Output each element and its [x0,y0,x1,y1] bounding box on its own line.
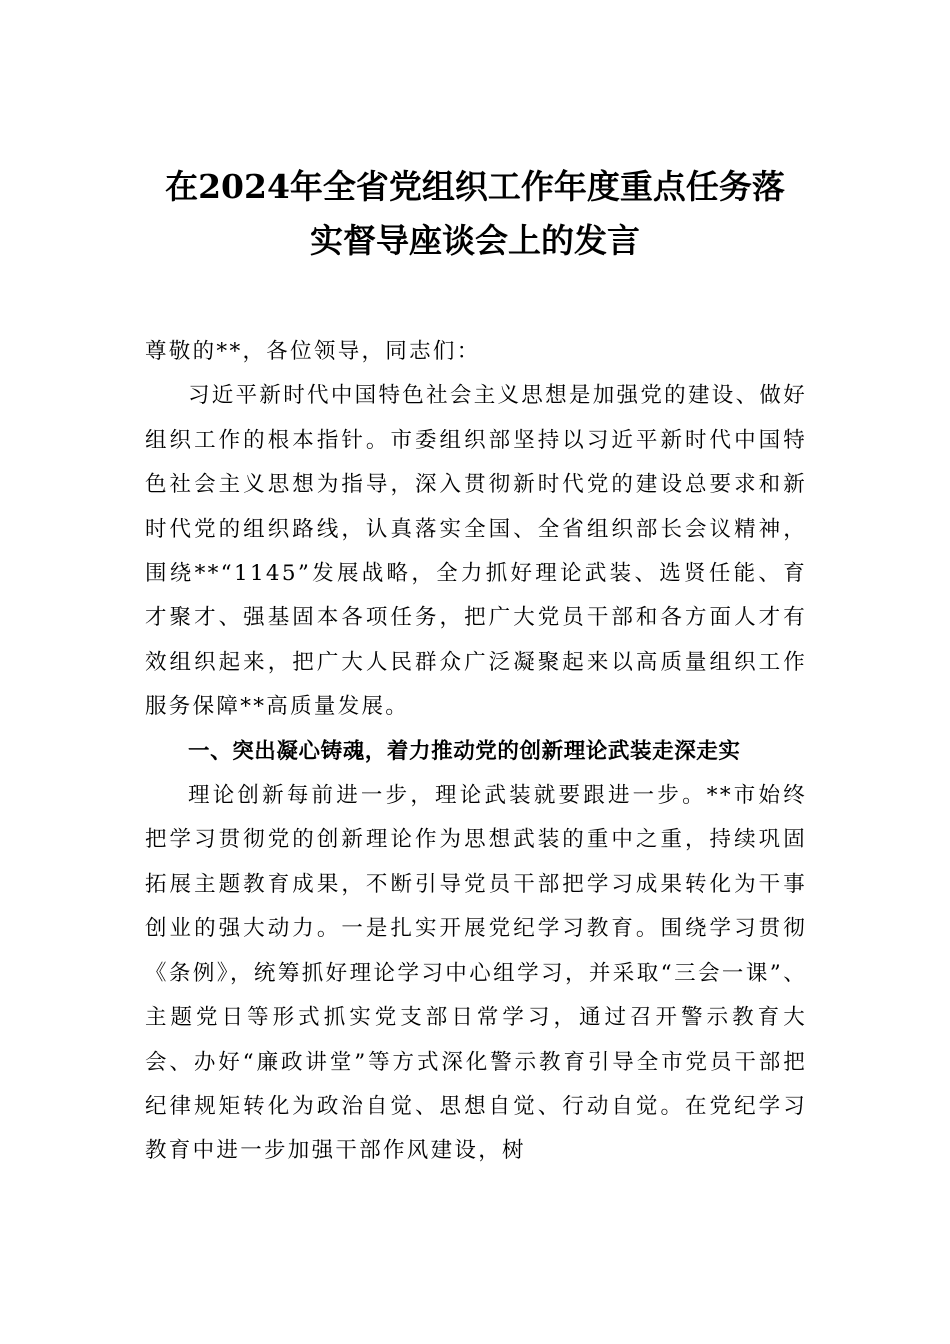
title-line-2: 实督导座谈会上的发言 [310,221,640,260]
paragraph-section-1: 理论创新每前进一步，理论武装就要跟进一步。**市始终把学习贯彻党的创新理论作为思想武装的重中之重，持续巩固拓展主题教育成果，不断引导党员干部把学习成果转化为干事创业的强大动力。一是扎实开展党纪学习教育。围绕学习贯彻《条例》，统筹抓好理论学习中心组学习，并采取“三会一课”、主题党日等形式抓实党支部日常学习，通过召开警示教育大会、办好“廉政讲堂”等方式深化警示教育引导全市党员干部把纪律规矩转化为政治自觉、思想自觉、行动自觉。在党纪学习教育中进一步加强干部作风建设，树 [145,783,807,1164]
salutation: 尊敬的**，各位领导，同志们： [145,339,481,364]
document-title [120,160,830,268]
section-heading-1: 一、突出凝心铸魂，着力推动党的创新理论武装走深走实 [188,738,741,764]
paragraph-intro: 习近平新时代中国特色社会主义思想是加强党的建设、做好组织工作的根本指针。市委组织部坚持以习近平新时代中国特色社会主义思想为指导，深入贯彻新时代党的建设总要求和新时代党的组织路线，认真落实全国、全省组织部长会议精神，围绕**“1145”发展战略，全力抓好理论武装、选贤任能、育才聚才、强基固本各项任务，把广大党员干部和各方面人才有效组织起来，把广大人民群众广泛凝聚起来以高质量组织工作服务保障**高质量发展。 [145,383,807,720]
document-body [145,330,807,1174]
title-line-1: 在2024年全省党组织工作年度重点任务落 [165,167,785,206]
